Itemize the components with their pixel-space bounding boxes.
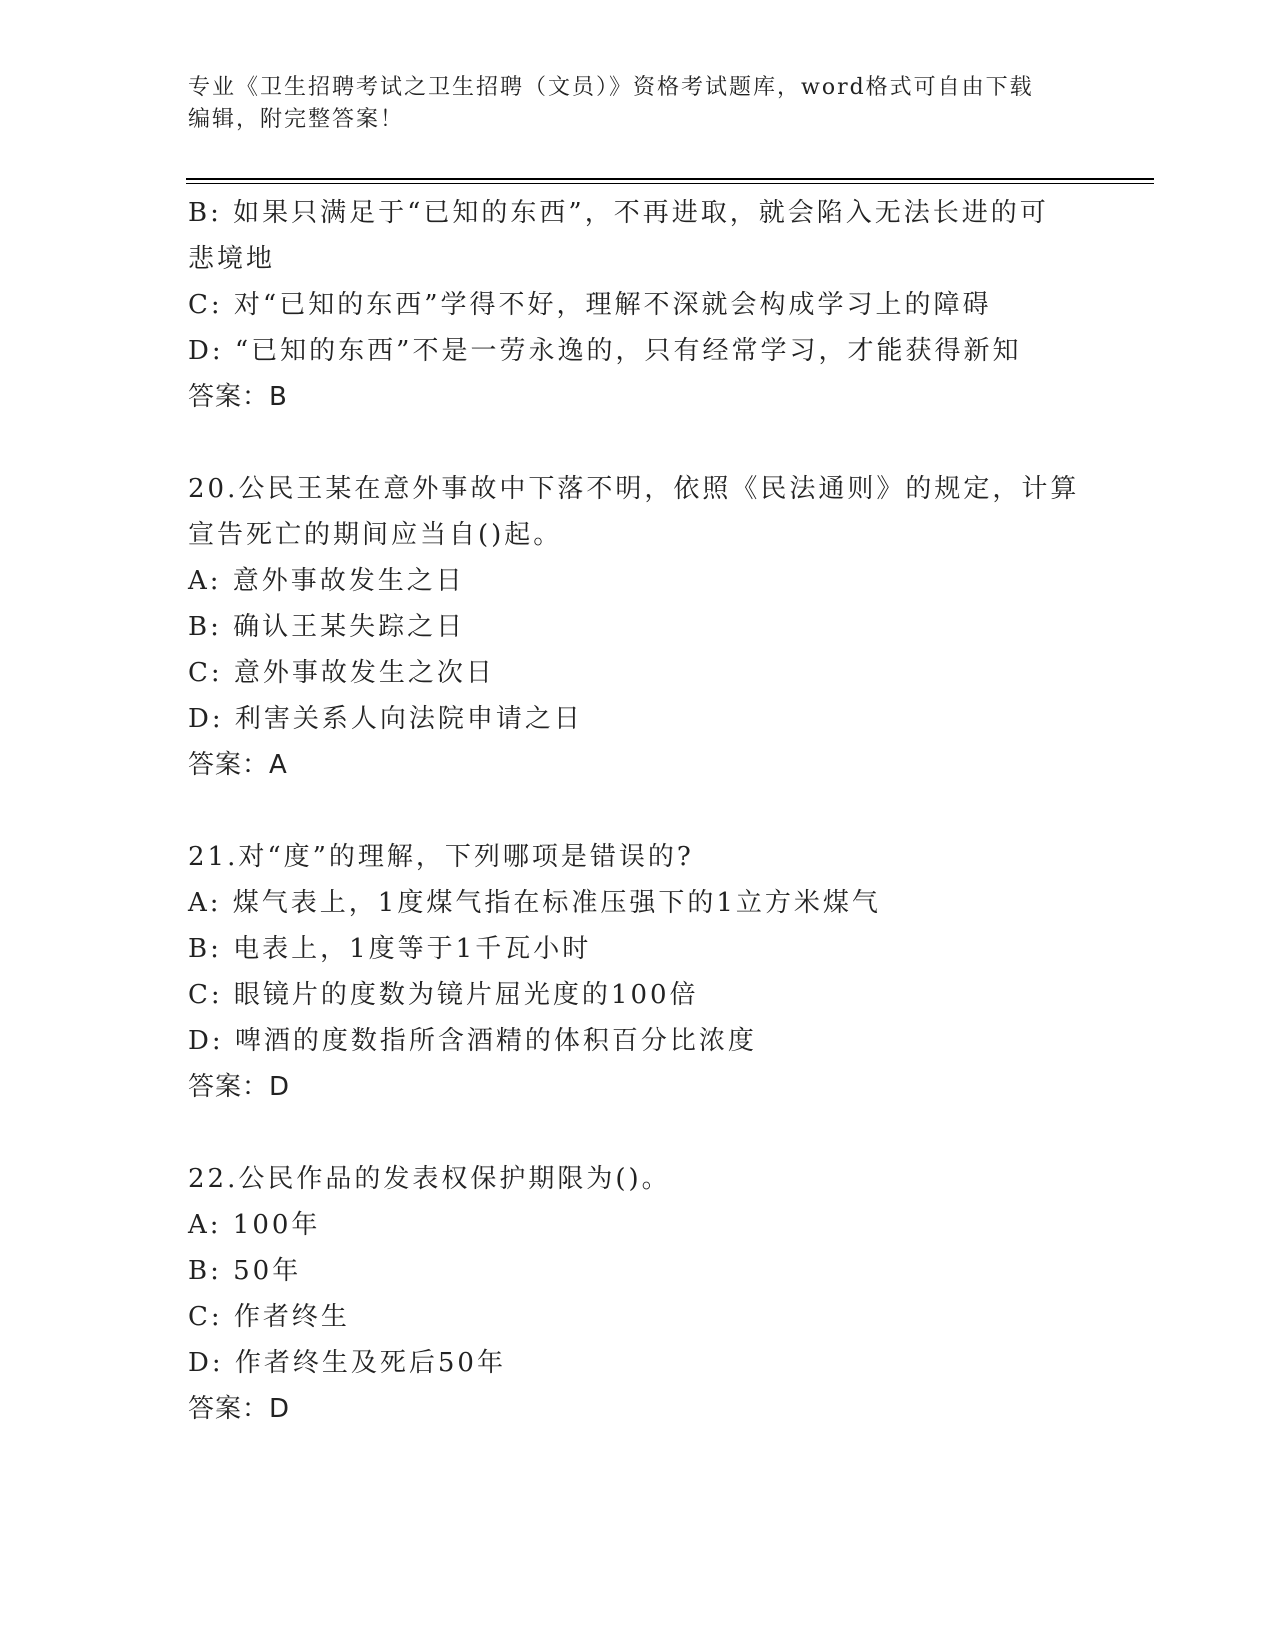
question-20-block (188, 466, 1088, 788)
q20-answer: 答案：A (188, 750, 288, 780)
q22-answer: 答案：D (188, 1394, 291, 1424)
q22-option-c: C: 作者终生 (188, 1302, 350, 1332)
spacer (188, 420, 1088, 466)
q20-option-d: D: 利害关系人向法院申请之日 (188, 704, 583, 734)
header-line-2: 编辑，附完整答案！ (188, 107, 405, 132)
q22-question: 22.公民作品的发表权保护期限为()。 (188, 1164, 671, 1194)
q20-option-b: B: 确认王某失踪之日 (188, 612, 466, 642)
q19-option-d: D: “已知的东西”不是一劳永逸的，只有经常学习，才能获得新知 (188, 336, 1022, 366)
header-divider-thin (186, 183, 1154, 184)
question-21-block (188, 834, 1088, 1110)
q21-answer: 答案：D (188, 1072, 291, 1102)
q19-answer: 答案：B (188, 382, 288, 412)
header-divider-thick (186, 178, 1154, 180)
question-22-block (188, 1156, 1088, 1432)
q20-question-line-1: 20.公民王某在意外事故中下落不明，依照《民法通则》的规定，计算 (188, 474, 1080, 504)
q21-question: 21.对“度”的理解，下列哪项是错误的? (188, 842, 694, 872)
q22-option-b: B: 50年 (188, 1256, 302, 1286)
q20-question-line-2: 宣告死亡的期间应当自()起。 (188, 520, 563, 550)
question-list (188, 190, 1088, 1432)
q22-option-d: D: 作者终生及死后50年 (188, 1348, 506, 1378)
q19-option-c: C: 对“已知的东西”学得不好，理解不深就会构成学习上的障碍 (188, 290, 992, 320)
q19-option-b-line-2: 悲境地 (188, 244, 276, 274)
question-19-block (188, 190, 1088, 420)
document-header (188, 72, 1068, 136)
q21-option-b: B: 电表上，1度等于1千瓦小时 (188, 934, 592, 964)
q21-option-d: D: 啤酒的度数指所含酒精的体积百分比浓度 (188, 1026, 757, 1056)
q20-option-c: C: 意外事故发生之次日 (188, 658, 495, 688)
q22-option-a: A: 100年 (188, 1210, 321, 1240)
spacer (188, 1110, 1088, 1156)
header-line-1: 专业《卫生招聘考试之卫生招聘（文员）》资格考试题库，word格式可自由下载 (188, 75, 1034, 100)
q21-option-a: A: 煤气表上，1度煤气指在标准压强下的1立方米煤气 (188, 888, 881, 918)
q21-option-c: C: 眼镜片的度数为镜片屈光度的100倍 (188, 980, 699, 1010)
spacer (188, 788, 1088, 834)
q19-option-b-line-1: B: 如果只满足于“已知的东西”，不再进取，就会陷入无法长进的可 (188, 198, 1049, 228)
q20-option-a: A: 意外事故发生之日 (188, 566, 465, 596)
